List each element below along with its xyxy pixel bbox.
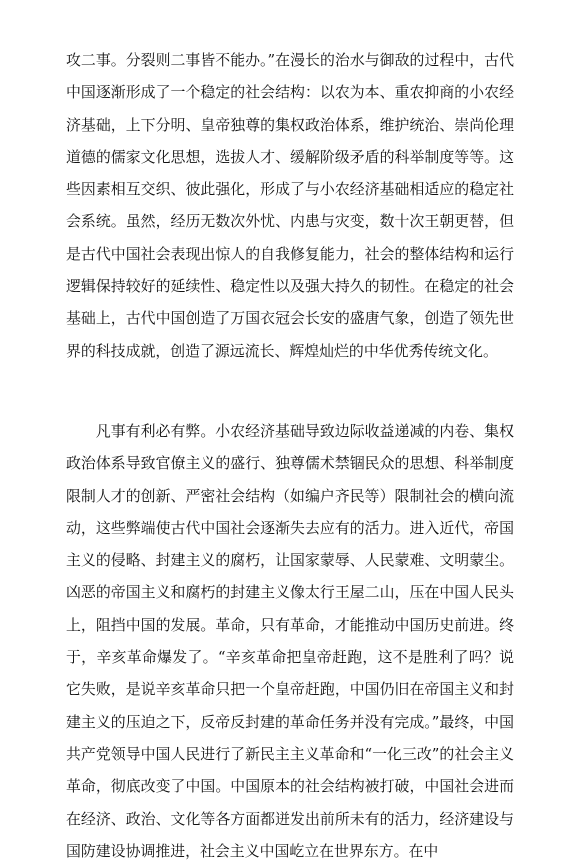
paragraph-1: 攻二事。分裂则二事皆不能办。”在漫长的治水与御敌的过程中，古代中国逐渐形成了一个稳定的社会结构：以农为本、重农抑商的小农经济基础，上下分明、皇帝独尊的集权政治体系，维护统治、崇尚伦理道德的儒家文化思想，选拔人才、缓解阶级矛盾的科举制度等等。这些因素相互交织、彼此强化，形成了与小农经济基础相适应的稳定社会系统。虽然，经历无数次外忧、内患与灾变，数十次王朝更替，但是古代中国社会表现出惊人的自我修复能力，社会的整体结构和运行逻辑保持较好的延续性、稳定性以及强大持久的韧性。在稳定的社会基础上，古代中国创造了万国衣冠会长安的盛唐气象，创造了领先世界的科技成就，创造了源远流长、辉煌灿烂的中华优秀传统文化。 [66, 51, 514, 360]
paragraph-2: 凡事有利必有弊。小农经济基础导致边际收益递减的内卷、集权政治体系导致官僚主义的盛行、独尊儒术禁锢民众的思想、科举制度限制人才的创新、严密社会结构（如编户齐民等）限制社会的横向流动，这些弊端使古代中国社会逐渐失去应有的活力。进入近代，帝国主义的侵略、封建主义的腐朽，让国家蒙辱、人民蒙难、文明蒙尘。凶恶的帝国主义和腐朽的封建主义像太行王屋二山，压在中国人民头上，阻挡中国的发展。革命，只有革命，才能推动中国历史前进。终于，辛亥革命爆发了。“辛亥革命把皇帝赶跑，这不是胜利了吗？说它失败，是说辛亥革命只把一个皇帝赶跑，中国仍旧在帝国主义和封建主义的压迫之下，反帝反封建的革命任务并没有完成。”最终，中国共产党领导中国人民进行了新民主主义革命和“一化三改”的社会主义革命，彻底改变了中国。中国原本的社会结构被打破，中国社会进而在经济、政治、文化等各方面都迸发出前所未有的活力，经济建设与国防建设协调推进，社会主义中国屹立在世界东方。在中 [66, 421, 514, 860]
paragraph-gap [66, 367, 514, 415]
document-page [66, 44, 514, 867]
